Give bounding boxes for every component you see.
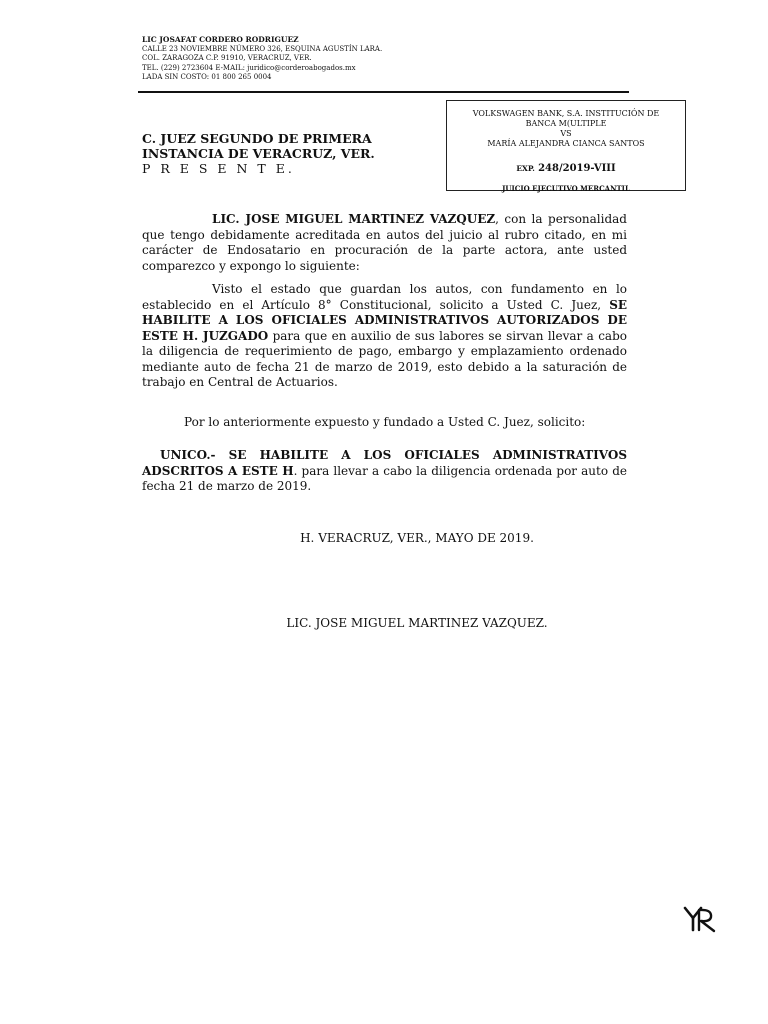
letterhead-name: LIC JOSAFAT CORDERO RODRIGUEZ [142, 35, 299, 44]
letterhead-address-2: COL. ZARAGOZA C.P. 91910, VERACRUZ, VER. [142, 54, 312, 62]
case-juicio-type: JUICIO EJECUTIVO MERCANTIL [502, 184, 630, 193]
case-box [446, 100, 686, 191]
paragraph-request-text-b: para que en auxilio de sus labores se sirvan llevar a cabo la diligencia de requerimiento de pago, embargo y emplazamiento ordenado mediante auto de fecha 21 de marzo de 2019, esto debido a la saturación de trabajo en Central de Actuarios. [142, 328, 627, 389]
case-defendant: MARÍA ALEJANDRA CIANCA SANTOS [487, 139, 645, 148]
addressee-line-1: C. JUEZ SEGUNDO DE PRIMERA [142, 131, 372, 146]
case-plaintiff-line-2: BANCA M(ULTIPLE [525, 119, 607, 128]
paragraph-unico-bold: UNICO.- SE HABILITE A LOS OFICIALES ADMINISTRATIVOS ADSCRITOS A ESTE H [142, 448, 627, 478]
paragraph-request-bold: SE HABILITE A LOS OFICIALES ADMINISTRATIVOS AUTORIZADOS DE ESTE H. JUZGADO [142, 297, 627, 343]
case-versus: VS [560, 129, 572, 138]
closing-place-date: H. VERACRUZ, VER., MAYO DE 2019. [300, 531, 534, 545]
paragraph-unico [142, 448, 627, 495]
letterhead [142, 35, 442, 83]
letterhead-toll-free: LADA SIN COSTO: 01 800 265 0004 [142, 73, 272, 81]
letterhead-address-1: CALLE 23 NOVIEMBRE NÚMERO 326, ESQUINA AGUSTÍN LARA. [142, 44, 383, 53]
addressee [142, 131, 442, 176]
paragraph-intro [142, 212, 627, 274]
paragraph-request-text-a: Visto el estado que guardan los autos, con fundamento en lo establecido en el Artículo 8° Constitucional, solicito a Usted C. Juez, [142, 282, 627, 312]
letterhead-contact: TEL. (229) 2723604 E-MAIL: juridico@corderoabogados.mx [142, 63, 356, 72]
monogram-logo-icon [682, 904, 718, 934]
addressee-line-2: INSTANCIA DE VERACRUZ, VER. [142, 146, 375, 161]
paragraph-request [142, 282, 627, 391]
paragraph-petition: Por lo anteriormente expuesto y fundado a Usted C. Juez, solicito: [184, 415, 586, 429]
exp-number: 248/2019-VIII [538, 163, 616, 174]
exp-label: EXP. [516, 164, 535, 173]
addressee-presente: P R E S E N T E. [142, 161, 295, 176]
signature-name: LIC. JOSE MIGUEL MARTINEZ VAZQUEZ. [286, 616, 548, 630]
case-expediente [447, 164, 685, 174]
paragraph-intro-name: LIC. JOSE MIGUEL MARTINEZ VAZQUEZ [212, 212, 496, 226]
paragraph-intro-text: , con la personalidad que tengo debidamente acreditada en autos del juicio al rubro citado, en mi carácter de Endosatario en procuración de la parte actora, ante usted comparezco y expongo lo siguiente: [142, 212, 627, 273]
header-rule [138, 91, 629, 93]
case-plaintiff-line-1: VOLKSWAGEN BANK, S.A. INSTITUCIÓN DE [472, 109, 660, 118]
paragraph-unico-text: . para llevar a cabo la diligencia ordenada por auto de fecha 21 de marzo de 2019. [142, 463, 627, 493]
